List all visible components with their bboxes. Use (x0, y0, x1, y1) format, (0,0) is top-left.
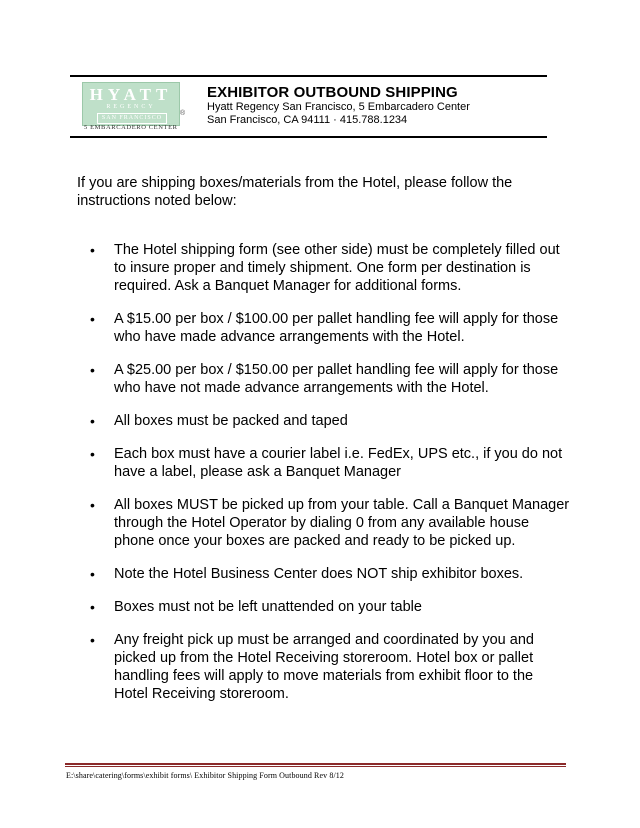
logo-city: SAN FRANCISCO (97, 113, 167, 124)
list-item (90, 361, 570, 397)
list-item-text: Each box must have a courier label i.e. FedEx, UPS etc., if you do not have a label, please ask a Banquet Manager (114, 446, 563, 480)
list-item-text: All boxes must be packed and taped (114, 413, 348, 429)
bullet-icon: • (90, 632, 95, 648)
bullet-icon: • (90, 446, 95, 462)
bullet-icon: • (90, 599, 95, 615)
logo-brand: HYATT (89, 85, 173, 104)
list-item (90, 412, 570, 430)
instructions-list (90, 241, 570, 718)
address-line-2: San Francisco, CA 94111 · 415.788.1234 (207, 114, 408, 126)
registered-mark: ® (180, 110, 186, 117)
logo-tagline: 5 EMBARCADERO CENTER (84, 124, 178, 131)
logo-sub: REGENCY (106, 104, 156, 110)
list-item-text: A $25.00 per box / $150.00 per pallet handling fee will apply for those who have not made advance arrangements with the Hotel. (114, 362, 559, 396)
bullet-icon: • (90, 566, 95, 582)
footer-rule-thin (65, 766, 566, 767)
list-item-text: All boxes MUST be picked up from your table. Call a Banquet Manager through the Hotel Operator by dialing 0 from any available house phone once your boxes are packed and ready to be picked up. (114, 497, 570, 549)
header-rule-top (70, 75, 547, 77)
address-line-1: Hyatt Regency San Francisco, 5 Embarcadero Center (207, 101, 470, 113)
bullet-icon: • (90, 497, 95, 513)
list-item (90, 598, 570, 616)
footer-rule (65, 763, 566, 765)
list-item (90, 241, 570, 295)
list-item-text: The Hotel shipping form (see other side) must be completely filled out to insure proper and timely shipment. One form per destination is required. Ask a Banquet Manager for additional forms. (114, 242, 560, 294)
footer-file-path: E:\share\catering\forms\exhibit forms\ Exhibitor Shipping Form Outbound Rev 8/12 (66, 771, 344, 780)
page-title: EXHIBITOR OUTBOUND SHIPPING (207, 84, 458, 101)
bullet-icon: • (90, 413, 95, 429)
hyatt-logo (82, 82, 186, 132)
list-item (90, 496, 570, 550)
list-item-text: Note the Hotel Business Center does NOT ship exhibitor boxes. (114, 566, 524, 582)
list-item (90, 310, 570, 346)
list-item-text: A $15.00 per box / $100.00 per pallet handling fee will apply for those who have made advance arrangements with the Hotel. (114, 311, 559, 345)
header-rule-bottom (70, 136, 547, 138)
list-item (90, 565, 570, 583)
list-item-text: Any freight pick up must be arranged and coordinated by you and picked up from the Hotel Receiving storeroom. Hotel box or pallet handling fees will apply to move materials from exhibit floor to the Hotel Receiving storeroom. (114, 632, 534, 702)
logo-box (82, 82, 180, 126)
list-item-text: Boxes must not be left unattended on your table (114, 599, 422, 615)
bullet-icon: • (90, 362, 95, 378)
intro-paragraph: If you are shipping boxes/materials from the Hotel, please follow the instructions noted below: (77, 175, 513, 209)
list-item (90, 445, 570, 481)
list-item (90, 631, 570, 703)
bullet-icon: • (90, 242, 95, 258)
bullet-icon: • (90, 311, 95, 327)
